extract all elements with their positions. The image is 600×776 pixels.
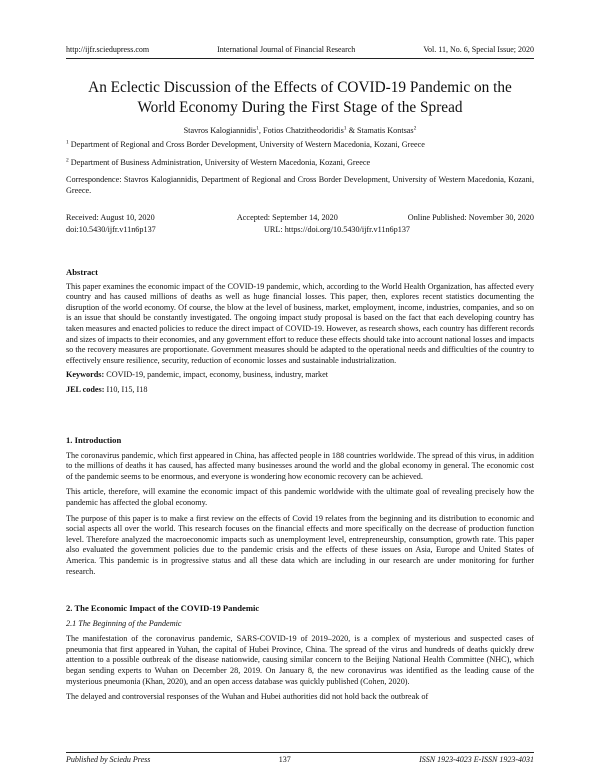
dates-row	[66, 213, 534, 224]
affiliation-1-text: Department of Regional and Cross Border Development, University of Western Macedonia, Kozani, Greece	[70, 140, 425, 149]
doi-url[interactable]: URL: https://doi.org/10.5430/ijfr.v11n6p137	[264, 224, 411, 234]
page-number: 137	[278, 755, 291, 764]
page-footer	[66, 752, 534, 766]
jel-codes	[66, 385, 534, 396]
keywords-text: COVID-19, pandemic, impact, economy, business, industry, market	[104, 370, 329, 380]
publication-dates	[66, 213, 534, 235]
running-header	[66, 45, 534, 59]
keywords-label: Keywords:	[66, 370, 105, 380]
accepted-date: Accepted: September 14, 2020	[236, 213, 338, 222]
correspondence: Correspondence: Stavros Kalogiannidis, Department of Regional and Cross Border Development, University of Western Macedonia, Kozani, Greece.	[66, 175, 534, 195]
author-separator: ,	[258, 126, 264, 135]
author-2-mark: 1	[343, 125, 347, 132]
affiliation-1-mark: 1	[66, 139, 69, 146]
doi: doi:10.5430/ijfr.v11n6p137	[66, 224, 156, 234]
introduction-section	[66, 435, 534, 577]
affiliation-2	[66, 158, 534, 169]
intro-paragraph-3: The purpose of this paper is to make a first review on the effects of Covid 19 relates from the beginning and its distribution to economic and social aspects all over the world. This research focuses on the financial effects and more specifically on the decrease of production function level. Therefore analyzed the macroeconomic impacts such as unemployment level, entrepreneurship, consumption, growth rate. This paper also evaluated the government policies due to the pandemic crisis and the effects of these issues on Asia, Europe and United States of America. This pandemic is in progressive status and all these data which are including in our research are under monitoring for further research.	[66, 513, 534, 576]
affiliation-2-text: Department of Business Administration, University of Western Macedonia, Kozani, Greece	[70, 157, 371, 167]
title-line-1: An Eclectic Discussion of the Effects of COVID-19 Pandemic on the	[88, 79, 512, 96]
author-list	[66, 126, 534, 137]
keywords	[66, 370, 534, 381]
intro-paragraph-1: The coronavirus pandemic, which first appeared in China, has affected people in 188 countries worldwide. The spread of this virus, in addition to the millions of deaths it has caused, has affected many businesses around the world and the global economy in general. The economic cost of the pandemic seems to be enormous, and everyone is wondering how economic recovery can be achieved.	[66, 450, 534, 481]
abstract-section	[66, 267, 534, 396]
author-separator: &	[346, 126, 357, 135]
abstract-text: This paper examines the economic impact of the COVID-19 pandemic, which, according to the World Health Organization, has affected every country and has caused millions of deaths as well as huge financial losses. This paper, then, explores recent statistics documenting the disruption of the world economy. Of course, the blow at the level of business, market, employment, income, industries, companies, and so on is an issue that should be constantly investigated. The ongoing impact study proposal is based on the fact that each developing country has taken measures and enacted policies to reduce the direct impact of COVID-19. However, as research shows, each country has different records and sizes of impacts to their economies, and any government effort to reduce these effects should take into account national losses and impacts so the recovery measures are proportionate. Government measures should be adapted to the operational needs and difficulties of the country to effectively ensure resilience, security, reduction of economic losses and sustainable industrialization.	[66, 281, 534, 365]
publisher: Published by Sciedu Press	[66, 755, 151, 764]
journal-url[interactable]: http://ijfr.sciedupress.com	[66, 45, 150, 54]
doi-row	[66, 225, 534, 236]
section-2-paragraph-1: The manifestation of the coronavirus pandemic, SARS-COVID-19 of 2019–2020, is a complex of mysterious and suspected cases of pneumonia that first appeared in Yuhan, the capital of Hubei Province, China. The spread of the virus and hundreds of deaths quickly drew attention to a possible outbreak of the disease nationwide, causing similar concern to the Beijing National Health Committee (NHC), which began sending experts to Wuhan on December 28, 2019. On January 8, the new coronavirus was identified as the leading cause of the mysterious pneumonia (Khan, 2020), and an open access database was quickly published (Cohen, 2020).	[66, 634, 534, 686]
author-1: Stavros Kalogiannidis	[183, 126, 257, 135]
jel-label: JEL codes:	[66, 384, 105, 394]
paper-title	[66, 78, 534, 118]
author-2: Fotios Chatzitheodoridis	[263, 126, 344, 135]
volume-info: Vol. 11, No. 6, Special Issue; 2020	[423, 45, 534, 54]
author-3-mark: 2	[413, 125, 417, 132]
author-3: Stamatis Kontsas	[356, 126, 414, 135]
title-line-2: World Economy During the First Stage of the Spread	[137, 99, 463, 116]
affiliation-2-mark: 2	[66, 156, 69, 163]
subsection-2-1-heading: 2.1 The Beginning of the Pandemic	[66, 618, 182, 628]
intro-paragraph-2: This article, therefore, will examine the economic impact of this pandemic worldwide with the ultimate goal of revealing precisely how the pandemic has affected the global economy.	[66, 487, 534, 507]
affiliations	[66, 140, 534, 196]
jel-text: I10, I15, I18	[104, 384, 148, 394]
introduction-heading: 1. Introduction	[66, 435, 122, 445]
published-date: Online Published: November 30, 2020	[407, 213, 534, 222]
abstract-heading: Abstract	[66, 267, 98, 277]
affiliation-1	[66, 140, 534, 151]
section-2-paragraph-2: The delayed and controversial responses of the Wuhan and Hubei authorities did not hold back the outbreak of	[66, 692, 429, 702]
section-2	[66, 603, 534, 703]
received-date: Received: August 10, 2020	[66, 213, 155, 222]
journal-name: International Journal of Financial Research	[217, 45, 356, 54]
section-2-heading: 2. The Economic Impact of the COVID-19 Pandemic	[66, 603, 260, 613]
issn: ISSN 1923-4023 E-ISSN 1923-4031	[419, 755, 534, 764]
author-1-mark: 1	[256, 125, 259, 132]
